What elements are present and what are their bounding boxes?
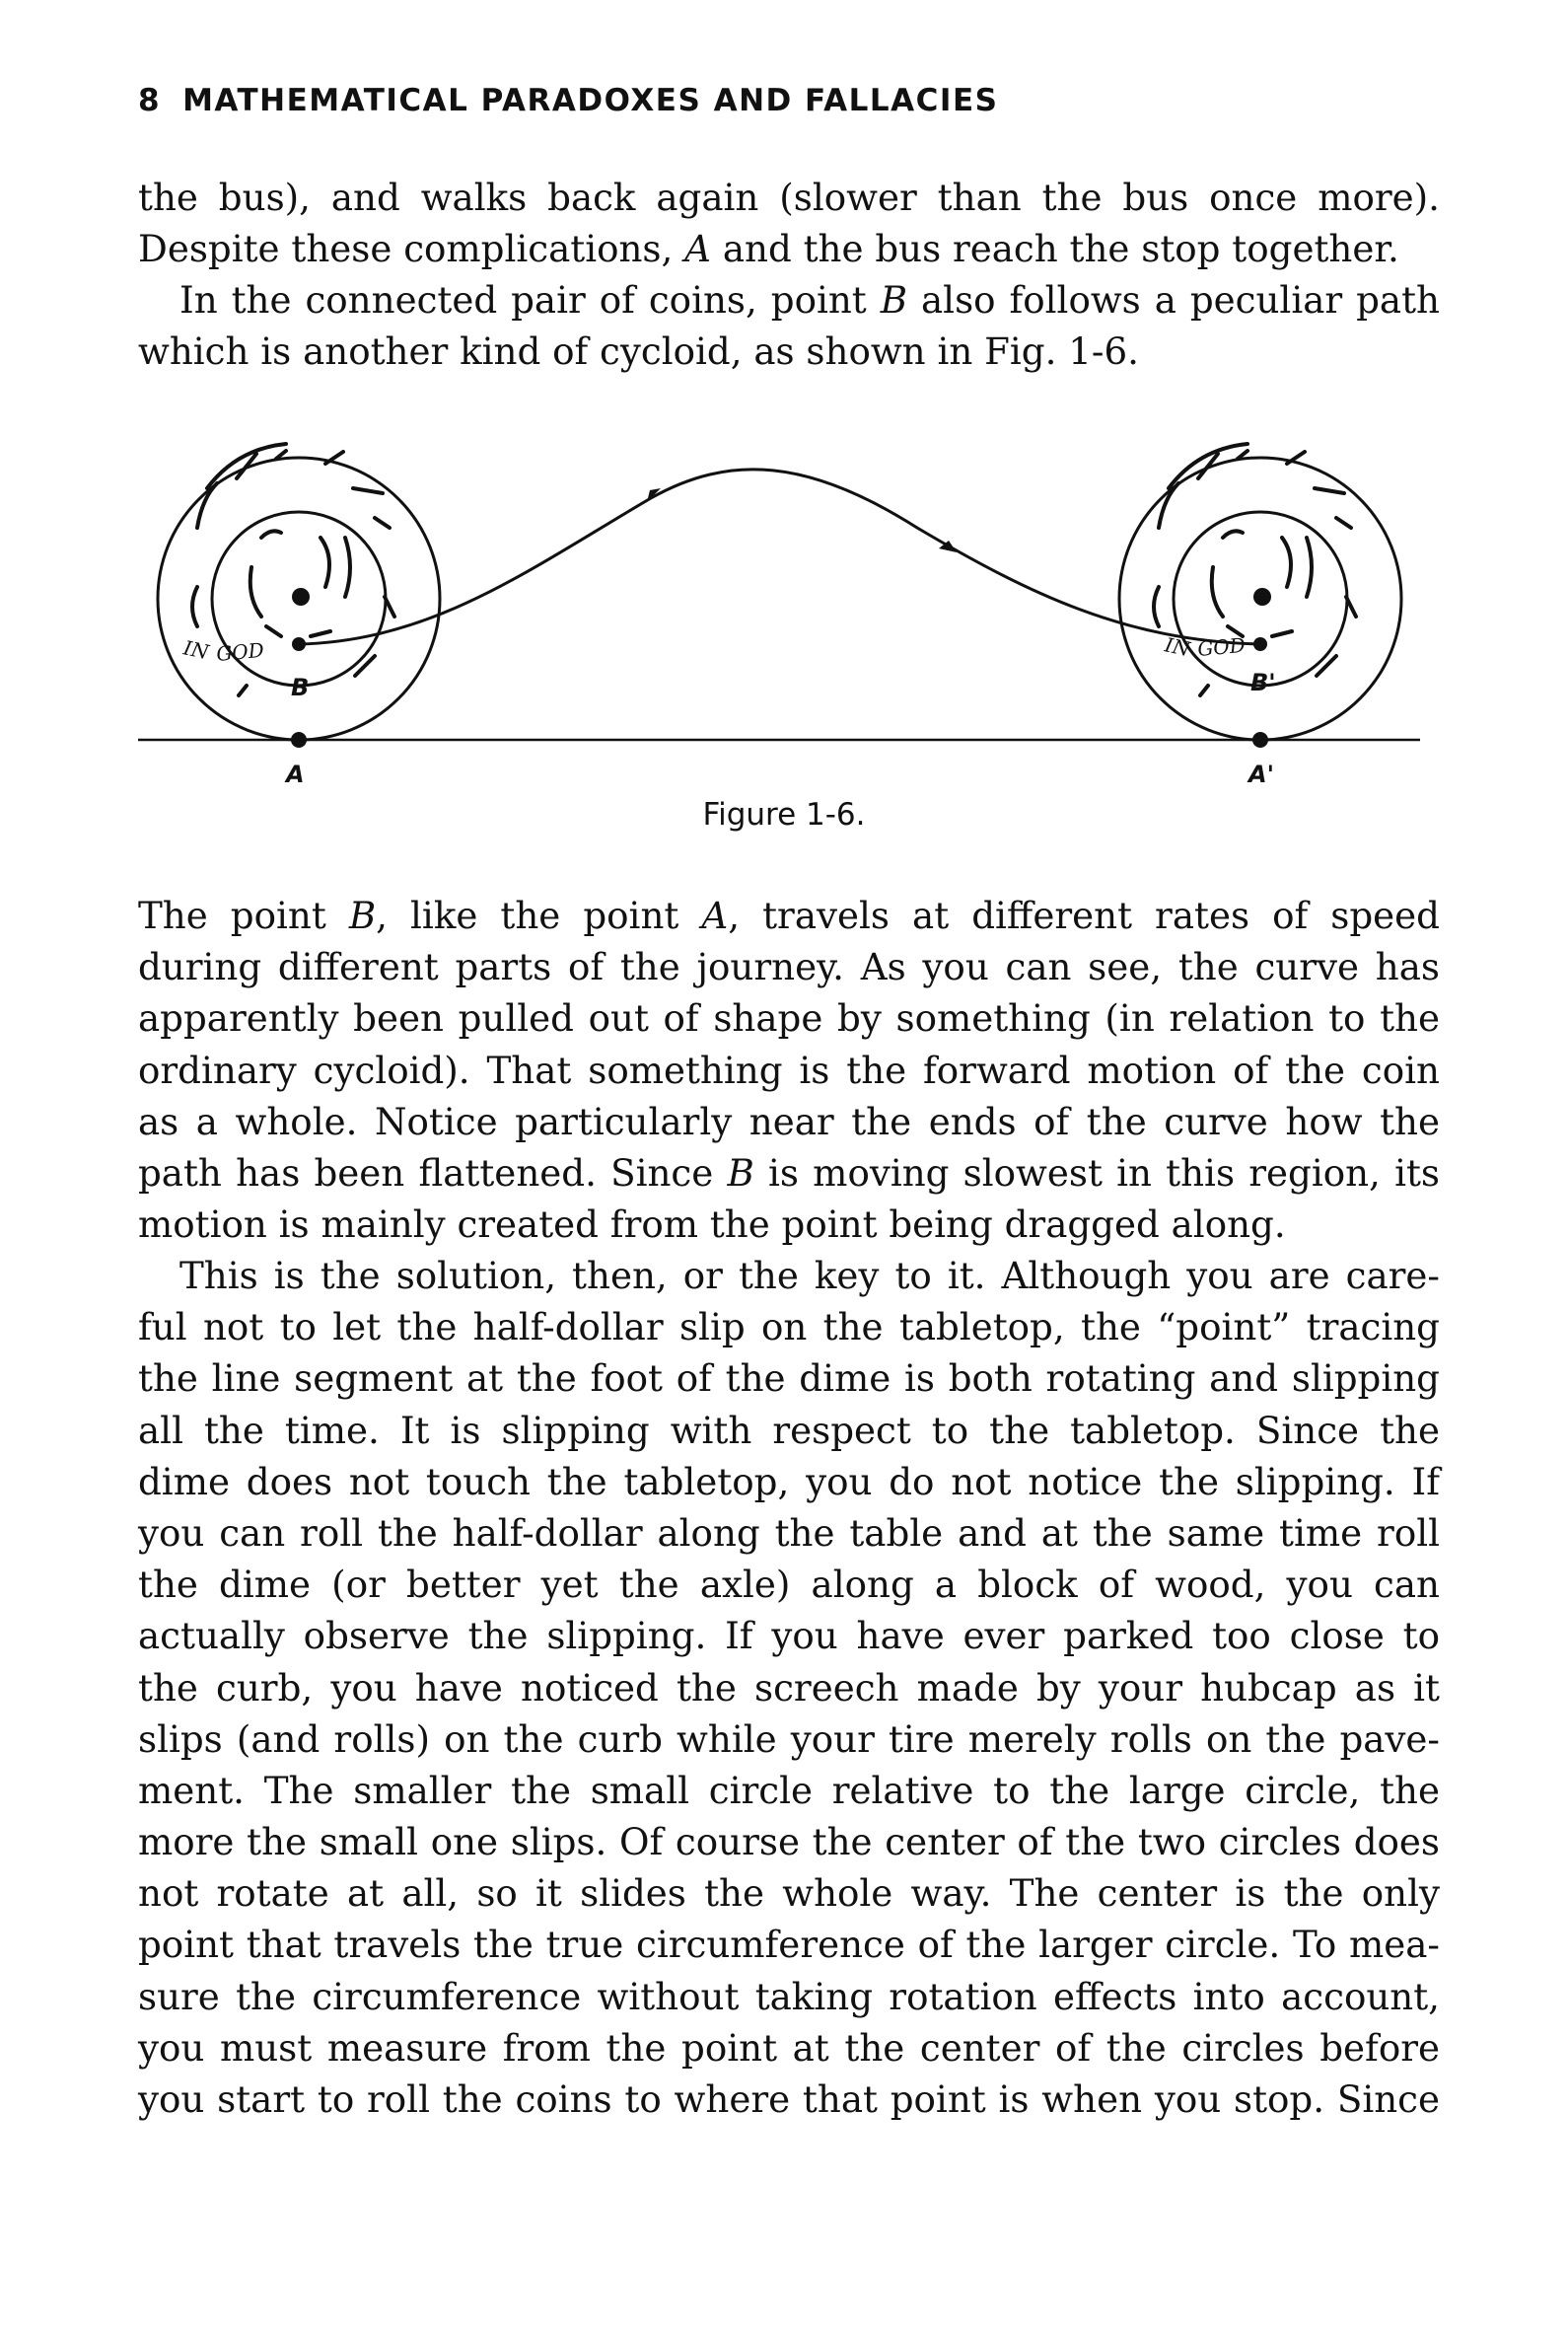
text-line: This is the solution, then, or the key to it. Although you are care- [179, 1254, 1440, 1297]
text-line: which is another kind of cycloid, as shown in Fig. 1-6. [138, 329, 1139, 374]
text-line: motion is mainly created from the point being dragged along. [138, 1202, 1286, 1247]
text-line: not rotate at all, so it slides the whole way. The center is the only [138, 1871, 1440, 1916]
page-number: 8 [138, 83, 162, 118]
text-line: the bus), and walks back again (slower than the bus once more). [138, 176, 1440, 219]
point-A-prime [1252, 732, 1268, 748]
point-name: B [880, 278, 908, 322]
text-line: point that travels the true circumference of the larger circle. To mea- [138, 1923, 1440, 1967]
point-name: B [727, 1150, 754, 1195]
paragraph-2 [138, 274, 1440, 377]
label-A: A [286, 761, 305, 788]
coin-text-god: GOD [1196, 632, 1247, 661]
center-dot [1253, 588, 1271, 606]
text-line: you start to roll the coins to where that point is when you stop. Since [138, 2077, 1440, 2121]
point-name: A [701, 894, 729, 937]
label-B-prime: B' [1250, 669, 1276, 696]
text-line: the dime (or better yet the axle) along a block of wood, you can [138, 1563, 1440, 1607]
text-line: actually observe the slipping. If you have ever parked too close to [138, 1614, 1440, 1658]
paragraph-4 [138, 1250, 1440, 2125]
text-line: the curb, you have noticed the screech made by your hubcap as it [138, 1665, 1440, 1710]
paragraph-1 [138, 172, 1440, 274]
text-line: sure the circumference without taking rotation effects into account, [138, 1974, 1440, 2018]
text-line: all the time. It is slipping with respect to the tabletop. Since the [138, 1408, 1440, 1452]
text-line: during different parts of the journey. As you can see, the curve has [138, 945, 1440, 989]
text-line: dime does not touch the tabletop, you do not notice the slipping. If [138, 1459, 1440, 1503]
text-line: as a whole. Notice particularly near the ends of the curve how the [138, 1099, 1440, 1143]
text-line: The point B, like the point A, travels at different rates of speed [138, 894, 1440, 937]
text-line: the line segment at the foot of the dime is both rotating and slipping [138, 1356, 1440, 1401]
point-A [291, 732, 307, 748]
text-line: slips (and rolls) on the curb while your tire merely rolls on the pave- [138, 1716, 1440, 1761]
figure-caption: Figure 1-6. [702, 797, 866, 833]
paragraph-3 [138, 890, 1440, 1250]
text-line: apparently been pulled out of shape by something (in relation to the [138, 996, 1440, 1041]
text-line: more the small one slips. Of course the center of the two circles does [138, 1820, 1440, 1864]
figure-1-6 [138, 419, 1440, 804]
point-B-prime [1253, 637, 1267, 651]
coin-text-in: IN [180, 635, 211, 665]
text-line: you must measure from the point at the center of the circles before [138, 2025, 1440, 2070]
point-name: A [684, 227, 712, 271]
text-line: ful not to let the half-dollar slip on the tabletop, the “point” tracing [138, 1305, 1440, 1349]
point-name: B [348, 894, 377, 937]
cycloid-curve [299, 470, 1260, 644]
label-A-prime: A' [1248, 761, 1274, 788]
text-line: ment. The smaller the small circle relative to the large circle, the [138, 1768, 1440, 1812]
running-header [138, 83, 1440, 118]
book-title: MATHEMATICAL PARADOXES AND FALLACIES [182, 83, 999, 118]
center-dot [292, 588, 310, 606]
text-line: In the connected pair of coins, point B also follows a peculiar path [179, 278, 1440, 322]
coin-text-in: IN [1162, 632, 1192, 662]
coin-text-god: GOD [215, 637, 265, 666]
point-B [292, 637, 306, 651]
text-line: path has been flattened. Since B is moving slowest in this region, its [138, 1150, 1441, 1195]
label-B: B [291, 674, 310, 701]
text-line: ordinary cycloid). That something is the forward motion of the coin [138, 1048, 1440, 1092]
text-line: you can roll the half-dollar along the table and at the same time roll [138, 1510, 1440, 1555]
text-line: Despite these complications, A and the bus reach the stop together. [138, 227, 1399, 271]
